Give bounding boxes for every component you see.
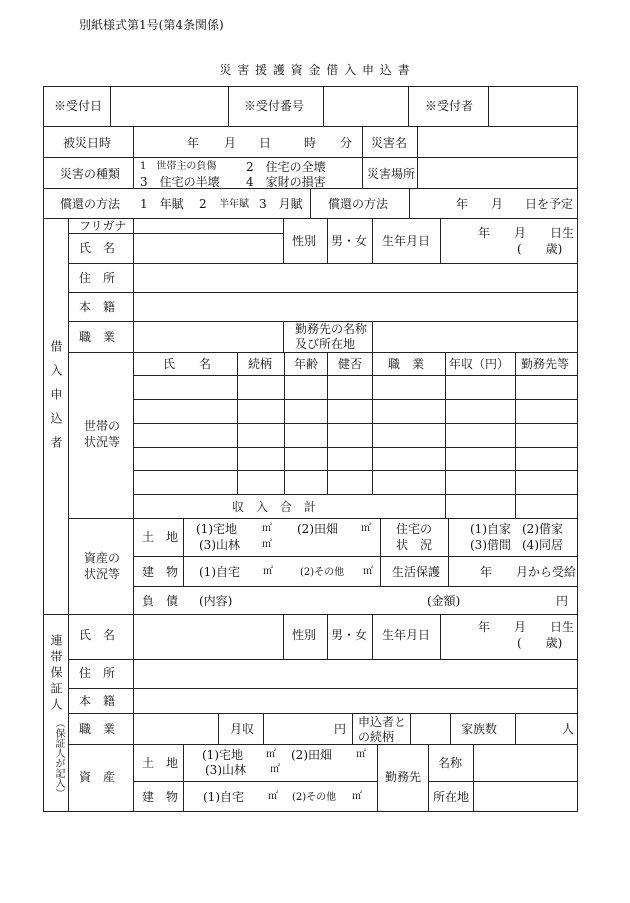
form-title: 災 害 援 護 資 金 借 入 申 込 書 [219,63,411,77]
guarantor-occupation-label: 職 業 [79,722,116,736]
household-col-workplace: 勤務先等 [521,357,570,371]
guarantor-land-sqm-2: ㎡ [356,749,366,760]
assets-building-label: 建 物 [142,565,179,579]
guarantor-building-home: (1)自宅 [203,790,244,804]
repayment-option-3: 3 月賦 [259,197,303,211]
applicant-birth-label: 生年月日 [382,234,431,248]
guarantor-land-forest: (3)山林 [205,763,246,777]
disaster-minute: 分 [340,136,353,150]
applicant-occupation-label: 職 業 [79,330,116,344]
guarantor-gender-options: 男・女 [331,628,368,642]
applicant-address-label: 住 所 [79,271,116,285]
disaster-year: 年 [187,136,200,150]
debt-amount: (金額) [427,594,461,608]
disaster-type-2: 2 住宅の全壊 [246,160,326,174]
reception-person-label: ※受付者 [425,99,474,113]
debt-label: 負 債 [142,594,179,608]
guarantor-income-yen: 円 [334,722,347,736]
repayment-method-label-2: 償還の方法 [328,197,389,211]
guarantor-income-label: 月収 [230,722,255,736]
debt-content: (内容) [199,594,233,608]
disaster-place-label: 災害場所 [367,167,416,181]
applicant-gender-options: 男・女 [331,234,368,248]
disaster-day: 日 [259,136,272,150]
guarantor-workplace-label: 勤務先 [385,770,422,784]
disaster-type-label: 災害の種類 [60,167,121,181]
assets-label-2: 状況等 [84,567,121,581]
applicant-gender-label: 性別 [292,234,317,248]
household-col-health: 健否 [338,357,363,371]
guarantor-assets-label: 資 産 [79,770,116,784]
guarantor-land-sqm-3: ㎡ [270,764,280,775]
housing-label-1: 住宅の [396,522,433,536]
housing-own: (1)自家 [470,522,511,536]
household-col-income: 年収（円） [449,357,510,371]
guarantor-workplace-name-label: 名称 [438,756,463,770]
welfare-label: 生活保護 [392,565,441,579]
guarantor-workplace-address-label: 所在地 [433,790,470,804]
repayment-year: 年 [456,197,469,211]
guarantor-relation-label-1: 申込者と [358,715,407,729]
applicant-age: ( 歳) [517,242,563,256]
assets-building-other: (2)その他 [300,567,345,578]
disaster-type-1: 1 世帯主の負傷 [140,161,217,172]
guarantor-section-note: （保証人が記入） [53,718,64,798]
applicant-section-label: 借入申込者 [49,340,63,460]
applicant-workplace-label-1: 勤務先の名称 [295,322,368,336]
assets-land-sqm-2: ㎡ [361,523,371,534]
household-label-2: 状況等 [84,435,121,449]
guarantor-gender-label: 性別 [292,628,317,642]
disaster-type-3: 3 住宅の半壊 [140,175,220,189]
applicant-name-label: 氏 名 [79,241,116,255]
guarantor-land-farm: (2)田畑 [291,748,332,762]
guarantor-family-persons: 人 [562,722,575,736]
household-col-name: 氏 名 [163,357,212,371]
applicant-birth-ymd: 年 月 日生 [478,226,575,240]
debt-yen: 円 [556,594,569,608]
form-reference: 別紙様式第1号(第4条関係) [79,18,224,32]
guarantor-relation-label-2: の続柄 [358,730,395,744]
repayment-plan: 日を予定 [525,197,574,211]
guarantor-address-label: 住 所 [79,666,116,680]
repayment-month: 月 [491,197,504,211]
reception-number-label: ※受付番号 [244,99,305,113]
guarantor-family-label: 家族数 [461,722,498,736]
guarantor-section-label: 連帯保証人 [49,634,63,714]
assets-building-sqm-2: ㎡ [363,566,373,577]
applicant-domicile-label: 本 籍 [79,300,116,314]
guarantor-building-other: (2)その他 [292,792,337,803]
housing-cohabit: (4)同居 [522,538,563,552]
assets-land-farm: (2)田畑 [297,522,338,536]
assets-land-sqm-3: ㎡ [262,539,272,550]
guarantor-land-residential: (1)宅地 [202,748,243,762]
household-label-1: 世帯の [84,419,121,433]
household-col-relation: 続柄 [248,357,273,371]
household-col-age: 年齢 [294,357,319,371]
guarantor-building-label: 建 物 [142,790,179,804]
repayment-method-label: 償還の方法 [60,197,121,211]
assets-building-home: (1)自宅 [199,565,240,579]
housing-room: (3)借間 [470,538,511,552]
disaster-month: 月 [224,136,237,150]
applicant-workplace-label-2: 及び所在地 [295,337,356,351]
guarantor-name-label: 氏 名 [79,628,116,642]
assets-land-forest: (3)山林 [199,538,240,552]
guarantor-land-label: 土 地 [142,756,179,770]
disaster-hour: 時 [304,136,317,150]
guarantor-age: ( 歳) [517,636,563,650]
assets-land-sqm-1: ㎡ [262,523,272,534]
assets-land-label: 土 地 [142,530,179,544]
housing-label-2: 状 況 [396,538,433,552]
guarantor-domicile-label: 本 籍 [79,694,116,708]
welfare-from: 年 月から受給 [480,565,577,579]
disaster-type-4: 4 家財の損害 [246,175,326,189]
reception-date-label: ※受付日 [54,99,103,113]
guarantor-birth-label: 生年月日 [382,628,431,642]
assets-label-1: 資産の [84,551,121,565]
guarantor-building-sqm-2: ㎡ [352,791,362,802]
repayment-option-2: 半年賦 [219,199,249,210]
household-total-label: 収 入 合 計 [232,500,317,514]
assets-building-sqm-1: ㎡ [263,566,273,577]
furigana-label: フリガナ [79,219,127,233]
guarantor-birth-ymd: 年 月 日生 [478,620,575,634]
housing-rent: (2)借家 [522,522,563,536]
household-col-occupation: 職 業 [388,357,425,371]
guarantor-building-sqm-1: ㎡ [268,791,278,802]
repayment-option-1: 1 年賦 [140,197,184,211]
disaster-name-label: 災害名 [371,136,408,150]
guarantor-land-sqm-1: ㎡ [266,749,276,760]
repayment-option-2-number: 2 [199,197,207,211]
assets-land-residential: (1)宅地 [196,522,237,536]
disaster-datetime-label: 被災日時 [63,136,112,150]
